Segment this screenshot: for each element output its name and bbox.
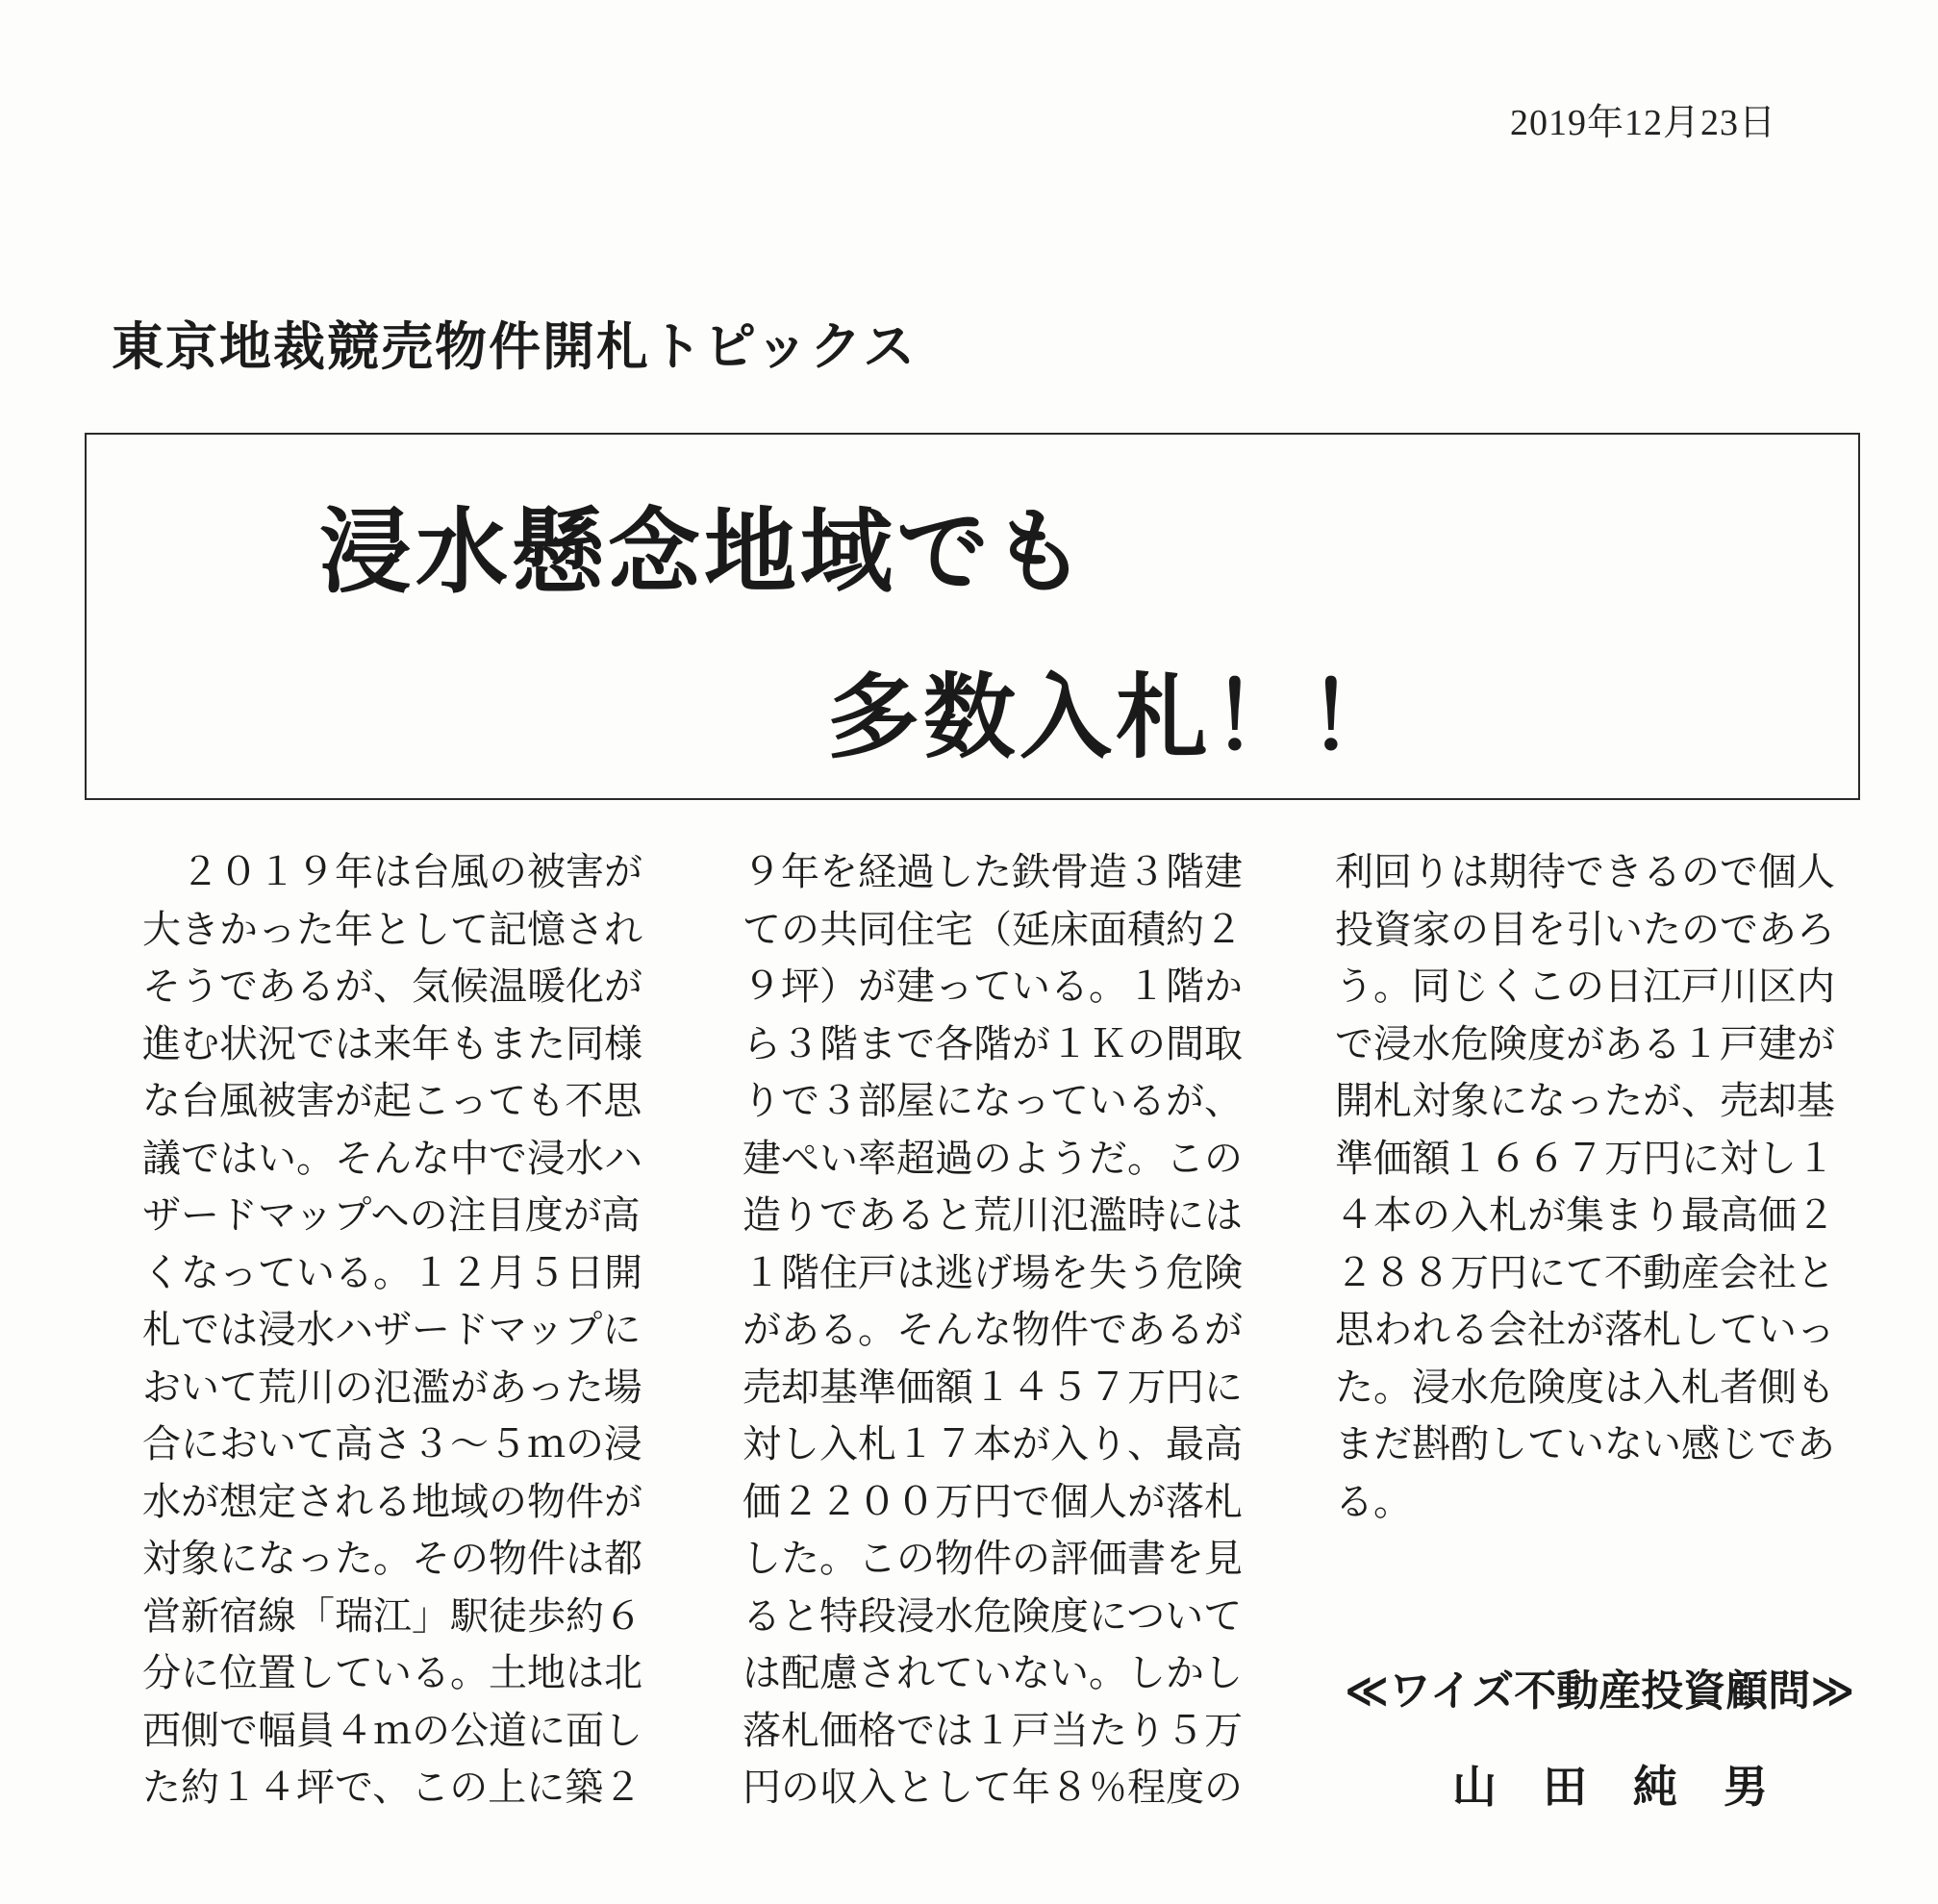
text-line: 営新宿線「瑞江」駅徒歩約６ [142, 1593, 642, 1639]
text-line: 利回りは期待できるので個人 [1335, 850, 1835, 894]
text-line: ２０１９年は台風の被害が [142, 850, 642, 894]
text-line: 大きかった年として記憶され [142, 907, 642, 952]
text-line: た約１４坪で、この上に築２ [142, 1766, 642, 1810]
text-line: ９年を経過した鉄骨造３階建 [742, 850, 1243, 894]
text-line: ４本の入札が集まり最高価２ [1335, 1193, 1835, 1238]
text-line: 投資家の目を引いたのであろ [1335, 907, 1835, 952]
text-line: 円の収入として年８％程度の [742, 1766, 1243, 1810]
text-line: した。この物件の評価書を見 [742, 1537, 1243, 1581]
text-line: な台風被害が起こっても不思 [142, 1079, 642, 1123]
text-line: ての共同住宅（延床面積約２ [742, 907, 1243, 952]
text-line: は配慮されていない。しかし [742, 1651, 1243, 1695]
text-line: 対象になった。その物件は都 [142, 1537, 642, 1581]
text-line: 造りであると荒川氾濫時には [742, 1193, 1243, 1238]
text-line: で浸水危険度がある１戸建が [1335, 1021, 1835, 1066]
text-line: 思われる会社が落札していっ [1335, 1308, 1835, 1352]
author-name: 山田純男 [1452, 1761, 1814, 1813]
article-column-1 [142, 844, 681, 1817]
series-title: 東京地裁競売物件開札トピックス [112, 316, 918, 377]
text-line: りで３部屋になっているが、 [742, 1079, 1243, 1123]
text-line: う。同じくこの日江戸川区内 [1335, 965, 1835, 1009]
text-line: 水が想定される地域の物件が [142, 1479, 642, 1524]
text-line: 議ではい。そんな中で浸水ハ [142, 1136, 642, 1181]
text-line: １階住戸は逃げ場を失う危険 [742, 1250, 1243, 1295]
text-line: ２８８万円にて不動産会社と [1335, 1250, 1835, 1295]
text-line: 合において高さ３～５ｍの浸 [142, 1422, 642, 1466]
text-line: おいて荒川の氾濫があった場 [142, 1365, 642, 1410]
text-line: 準価額１６６７万円に対し１ [1335, 1136, 1835, 1181]
text-line: た。浸水危険度は入札者側も [1335, 1365, 1835, 1410]
text-line: まだ斟酌していない感じであ [1335, 1422, 1835, 1466]
text-line: 開札対象になったが、売却基 [1335, 1079, 1835, 1123]
headline-line-2: 多数入札！！ [827, 664, 1404, 771]
text-line: 価２２００万円で個人が落札 [742, 1479, 1243, 1524]
text-line: 西側で幅員４ｍの公道に面し [142, 1708, 642, 1753]
text-line: 対し入札１７本が入り、最高 [742, 1422, 1243, 1466]
text-line: そうであるが、気候温暖化が [142, 965, 642, 1009]
text-line: ９坪）が建っている。１階か [742, 965, 1243, 1009]
text-line: る。 [1335, 1479, 1412, 1524]
text-line: 売却基準価額１４５７万円に [742, 1365, 1243, 1410]
text-line: ると特段浸水危険度について [742, 1593, 1243, 1639]
text-line: 札では浸水ハザードマップに [142, 1308, 642, 1352]
text-line: 建ぺい率超過のようだ。この [742, 1136, 1243, 1181]
organization-name: ≪ワイズ不動産投資顧問≫ [1345, 1666, 1855, 1716]
text-line: 落札価格では１戸当たり５万 [742, 1708, 1243, 1753]
headline-box [85, 433, 1860, 800]
text-line: 分に位置している。土地は北 [142, 1651, 642, 1695]
text-line: くなっている。１２月５日開 [142, 1250, 642, 1295]
text-line: ザードマップへの注目度が高 [142, 1193, 641, 1238]
text-line: ら３階まで各階が１Ｋの間取 [742, 1021, 1243, 1066]
headline-line-1: 浸水懸念地域でも [319, 498, 1089, 606]
text-line: 進む状況では来年もまた同様 [142, 1021, 642, 1066]
article-date: 2019年12月23日 [1509, 103, 1776, 143]
text-line: がある。そんな物件であるが [742, 1308, 1243, 1352]
article-column-2 [742, 844, 1281, 1817]
article-column-3 [1335, 844, 1874, 1531]
